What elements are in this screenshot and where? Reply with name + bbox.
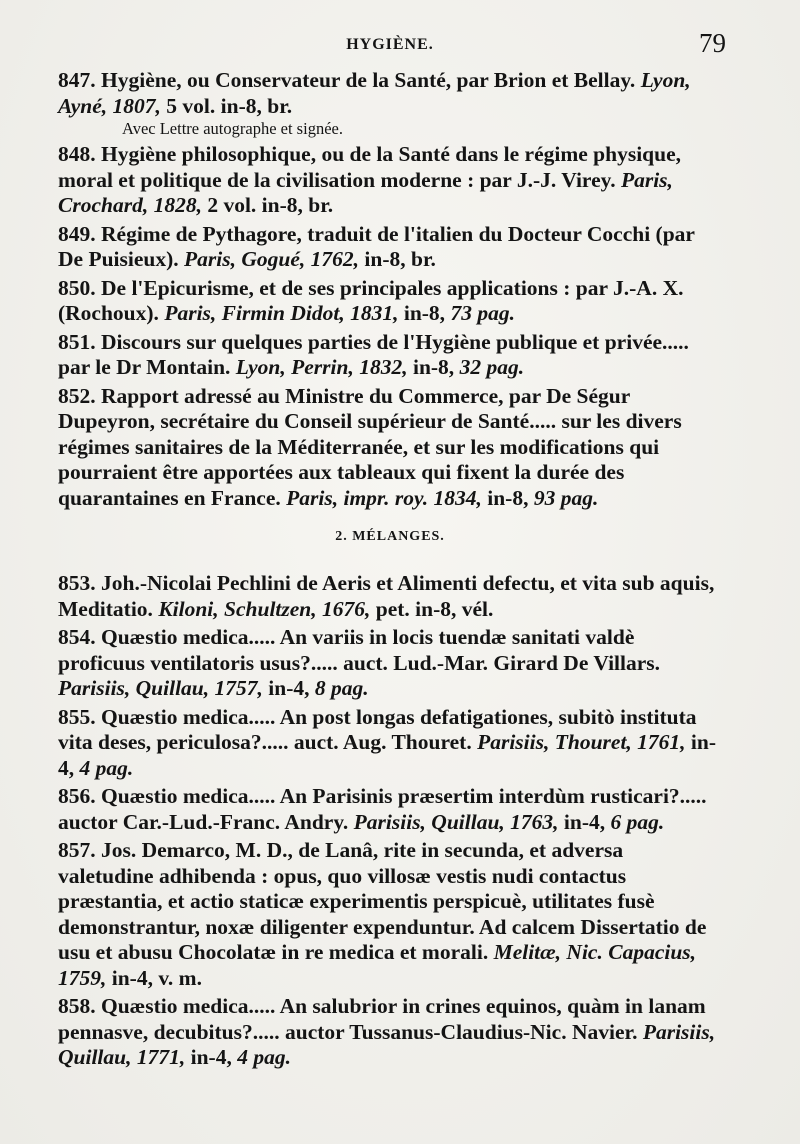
catalog-entry bbox=[58, 625, 722, 702]
entry-pages: 6 pag. bbox=[610, 809, 665, 834]
entry-text: Jos. Demarco, M. D., de Lanâ, rite in secunda, et adversa valetudine adhibenda : opus, quo villosæ vestis nudi contactus præstantia, et actio staticæ experimentis perspicuè, utilitates fusè demonstrantur, noxæ diligenter expenduntur. Ad calcem Dissertatio de usu et abusu Chocolatæ in re medica et morali. bbox=[58, 838, 707, 964]
entry-imprint: Paris, Crochard, 1828, bbox=[58, 167, 673, 217]
entry-list-melanges bbox=[58, 571, 722, 1071]
entry-note: Avec Lettre autographe et signée. bbox=[122, 119, 343, 138]
catalog-entry bbox=[58, 222, 722, 273]
entry-format: in-8, bbox=[412, 355, 455, 379]
entry-text: Hygiène, ou Conservateur de la Santé, par Brion et Bellay. bbox=[101, 68, 636, 92]
entry-imprint: Parisiis, Quillau, 1763, bbox=[353, 809, 559, 834]
entry-format: in-4, bbox=[268, 676, 310, 700]
entry-text: De l'Epicurisme, et de ses principales applications : par J.-A. X. (Rochoux). bbox=[58, 275, 684, 325]
entry-text: Quæstio medica..... An variis in locis tuendæ sanitati valdè proficuus ventilatoris usus?..... auct. Lud.-Mar. Girard De Villars. bbox=[58, 625, 661, 675]
entry-number: 849. bbox=[58, 221, 96, 246]
entry-pages: 4 pag. bbox=[79, 755, 134, 780]
entry-number: 848. bbox=[58, 142, 96, 166]
entry-format: 2 vol. in-8, br. bbox=[207, 193, 334, 217]
entry-list-hygiene bbox=[58, 68, 722, 511]
entry-imprint: Paris, Firmin Didot, 1831, bbox=[164, 301, 399, 325]
catalog-entry bbox=[58, 330, 722, 381]
entry-text: Quæstio medica..... An Parisinis præsertim interdùm rusticari?..... auctor Car.-Lud.-Franc. Andry. bbox=[58, 784, 707, 834]
entry-number: 857. bbox=[58, 838, 96, 862]
entry-number: 851. bbox=[58, 329, 96, 354]
entry-format: in-4, v. m. bbox=[111, 965, 202, 990]
catalog-entry bbox=[58, 705, 722, 782]
entry-number: 855. bbox=[58, 704, 96, 729]
entry-imprint: Paris, impr. roy. 1834, bbox=[286, 485, 482, 510]
entry-text: Hygiène philosophique, ou de la Santé dans le régime physique, moral et politique de la civilisation moderne : par J.-J. Virey. bbox=[58, 142, 682, 192]
entry-number: 852. bbox=[58, 383, 96, 408]
entry-format: in-8, bbox=[403, 301, 446, 325]
running-head: HYGIÈNE. bbox=[346, 36, 434, 53]
entry-format: in-4, bbox=[58, 730, 717, 780]
entry-text: Quæstio medica..... An salubrior in crines equinos, quàm in lanam pennasve, decubitus?..... auctor Tussanus-Claudius-Nic. Navier. bbox=[58, 994, 706, 1044]
catalog-entry bbox=[58, 838, 722, 991]
entry-text: Rapport adressé au Ministre du Commerce, par De Ségur Dupeyron, secrétaire du Conseil supérieur de Santé..... sur les divers régimes sanitaires de la Méditerranée, et sur les modifications qui pourraient être apportées aux tableaux qui fixent la durée des quarantaines en France. bbox=[58, 383, 682, 510]
page-header bbox=[58, 28, 726, 68]
entry-pages: 32 pag. bbox=[459, 355, 525, 379]
entry-imprint: Melitæ, Nic. Capacius, 1759, bbox=[58, 940, 697, 990]
entry-number: 858. bbox=[58, 994, 96, 1018]
entry-format: in-4, bbox=[563, 809, 606, 834]
catalog-entry bbox=[58, 142, 722, 219]
entry-format: in-4, bbox=[190, 1045, 232, 1069]
entry-number: 853. bbox=[58, 571, 96, 595]
catalog-entry bbox=[58, 994, 722, 1071]
entry-format: in-8, br. bbox=[364, 247, 436, 271]
entry-pages: 93 pag. bbox=[533, 485, 599, 510]
entry-text: Quæstio medica..... An post longas defatigationes, subitò instituta vita deses, periculosa?..... auct. Aug. Thouret. bbox=[58, 704, 697, 754]
catalog-entry bbox=[58, 68, 722, 139]
catalog-entry bbox=[58, 384, 722, 512]
entry-text: Joh.-Nicolai Pechlini de Aeris et Alimenti defectu, et vita sub aquis, Meditatio. bbox=[58, 571, 715, 621]
entry-text: Régime de Pythagore, traduit de l'italien du Docteur Cocchi (par De Puisieux). bbox=[58, 221, 695, 271]
entry-format: 5 vol. in-8, br. bbox=[166, 93, 293, 118]
entry-imprint: Parisiis, Quillau, 1757, bbox=[58, 676, 263, 700]
entry-pages: 4 pag. bbox=[237, 1045, 291, 1069]
entry-imprint: Paris, Gogué, 1762, bbox=[184, 247, 360, 271]
entry-number: 856. bbox=[58, 784, 96, 808]
entry-pages: 73 pag. bbox=[450, 301, 515, 325]
entry-imprint: Kiloni, Schultzen, 1676, bbox=[158, 596, 371, 621]
entry-pages: 8 pag. bbox=[314, 676, 369, 700]
entry-number: 854. bbox=[58, 625, 96, 649]
entry-imprint: Parisiis, Thouret, 1761, bbox=[477, 730, 686, 754]
entry-format: in-8, bbox=[487, 485, 529, 510]
page-number: 79 bbox=[699, 28, 726, 58]
entry-imprint: Lyon, Perrin, 1832, bbox=[235, 355, 408, 379]
entry-number: 850. bbox=[58, 275, 96, 300]
entry-imprint: Lyon, Ayné, 1807, bbox=[58, 68, 691, 118]
catalog-entry bbox=[58, 571, 722, 622]
entry-imprint: Parisiis, Quillau, 1771, bbox=[58, 1019, 716, 1069]
entry-text: Discours sur quelques parties de l'Hygiène publique et privée..... par le Dr Montain. bbox=[58, 329, 689, 379]
entry-number: 847. bbox=[58, 68, 96, 92]
entry-format: pet. in-8, vél. bbox=[375, 596, 494, 621]
section-title: 2. MÉLANGES. bbox=[335, 529, 445, 544]
catalog-entry bbox=[58, 276, 722, 327]
catalog-entry bbox=[58, 784, 722, 835]
